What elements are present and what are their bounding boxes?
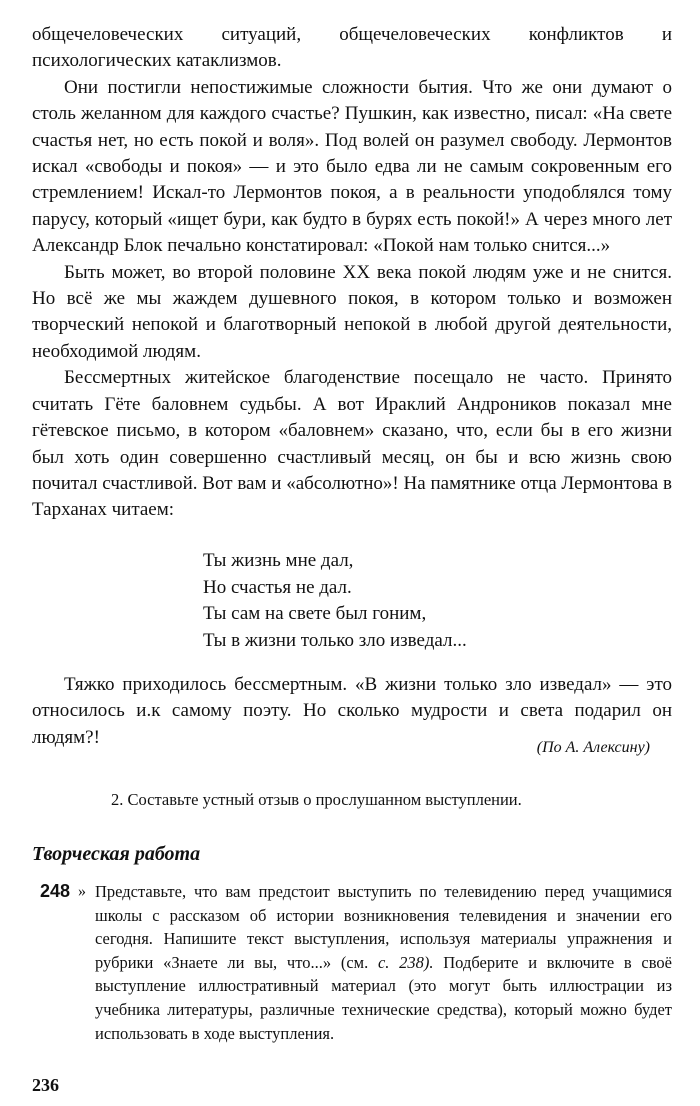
poem-line: Ты сам на свете был гоним, [203, 603, 427, 624]
paragraph-4: Бессмертных житейское благоденствие посещало не часто. Принято считать Гёте баловнем судьбы. А вот Ираклий Андроников показал мне гётевское письмо, в котором «баловнем» сказано, что, если бы в его жизни был хоть один совершенно счастливый месяц, он бы и всю жизнь свою почитал счастливой. Вот вам и «абсолютно»! На памятнике отца Лермонтова в Тарханах читаем: [32, 367, 672, 521]
paragraph-2: Они постигли непостижимые сложности бытия. Что же они думают о столь желанном для каждого счастье? Пушкин, как известно, писал: «На свете счастья нет, но есть покой и воля». Под волей он разумел свободу. Лермонтов искал «свободы и покоя» — и это было едва ли не самым сокровенным его стремлением! Искал-то Лермонтов покоя, а в реальности уподоблялся тому парусу, который «ищет бури, как будто в бурях есть покой!» А через много лет Александр Блок печально констатировал: «Покой нам только снится...» [32, 76, 672, 257]
paragraph-1: общечеловеческих ситуаций, общечеловеческих конфликтов и психологических катаклизмов. [32, 24, 672, 72]
exercise-number: 248 [40, 881, 71, 901]
page-reference: с. 238). [377, 952, 434, 972]
exercise-text [95, 880, 672, 1045]
paragraph-3: Быть может, во второй половине XX века покой людям уже и не снится. Но всё же мы жаждем душевного покоя, в котором только и возможен творческий непокой и благотворный непокой в любой другой деятельности, необходимой людям. [32, 261, 672, 362]
poem-line: Но счастья не дал. [203, 576, 352, 598]
epitaph-poem [203, 548, 467, 654]
exercise-marker-icon: » [78, 883, 86, 900]
exercise-text-part2: Подберите и включите в своё выступление иллюстративный материал (это могут быть иллюстрации из учебника литературы, различные технические средства), который можно будет использовать в ходе выступления. [95, 952, 672, 1043]
closing-paragraph: Тяжко приходилось бессмертным. «В жизни только зло изведал» — это относилось и.к самому поэту. Но сколько мудрости и света подарил он людям?! [32, 674, 672, 748]
task-2: 2. Составьте устный отзыв о прослушанном выступлении. [111, 790, 522, 809]
source-attribution: (По А. Алексину) [536, 739, 650, 756]
poem-line: Ты жизнь мне дал, [203, 550, 354, 571]
section-title: Творческая работа [32, 843, 201, 865]
poem-line: Ты в жизни только зло изведал... [203, 629, 467, 651]
page-number: 236 [32, 1075, 59, 1095]
article-body [32, 22, 672, 524]
exercise-text-part1: Представьте, что вам предстоит выступить по телевидению перед учащимися школы с рассказом об истории возникновения телевидения и значении его сегодня. Напишите текст выступления, используя материалы упражнения и рубрики «Знаете ли вы, что...» (см. [95, 882, 672, 972]
